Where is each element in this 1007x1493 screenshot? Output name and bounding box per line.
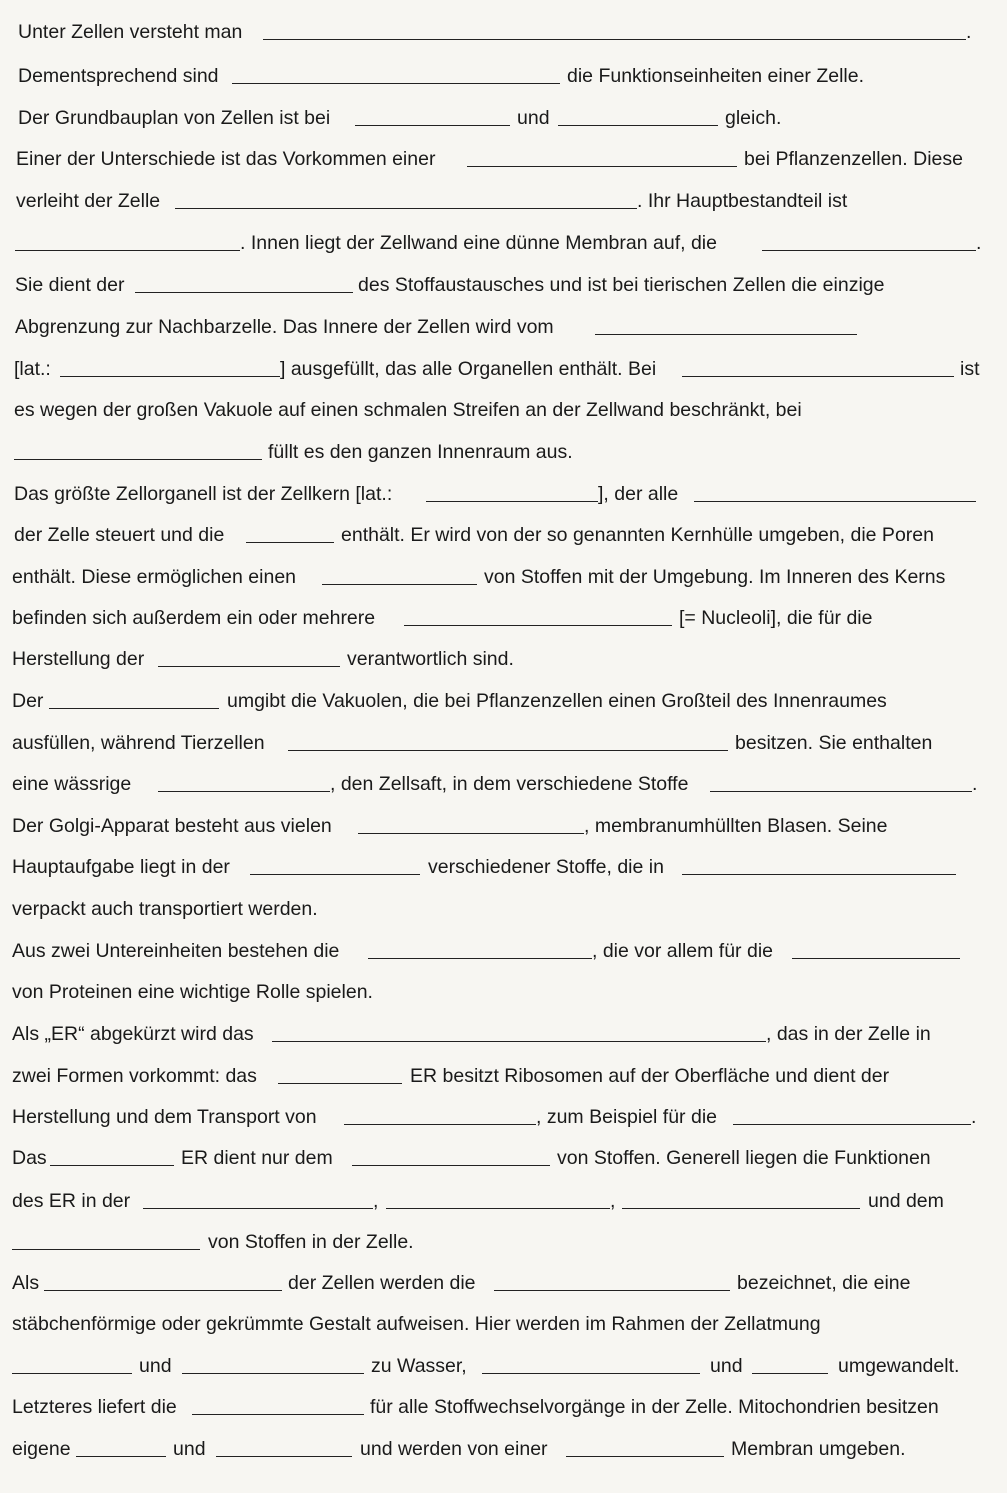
worksheet-line-16	[0, 644, 1007, 674]
text-segment: bei Pflanzenzellen. Diese	[744, 148, 963, 170]
text-segment: und werden von einer	[360, 1438, 548, 1460]
text-segment: Membran umgeben.	[731, 1438, 906, 1460]
text-segment: ], der alle	[598, 483, 679, 505]
text-segment: [lat.:	[14, 358, 51, 380]
worksheet-line-17	[0, 686, 1007, 716]
text-segment: Letzteres liefert die	[12, 1396, 177, 1418]
text-segment: , zum Beispiel für die	[536, 1106, 717, 1128]
answer-blank[interactable]	[182, 1373, 364, 1374]
worksheet-line-9	[0, 354, 1007, 384]
answer-blank[interactable]	[263, 39, 966, 40]
answer-blank[interactable]	[762, 250, 976, 251]
worksheet-line-28	[0, 1143, 1007, 1173]
text-segment: zu Wasser,	[371, 1355, 467, 1377]
answer-blank[interactable]	[76, 1456, 166, 1457]
text-segment: Als „ER“ abgekürzt wird das	[12, 1023, 254, 1045]
answer-blank[interactable]	[158, 666, 340, 667]
text-segment: die Funktionseinheiten einer Zelle.	[567, 65, 865, 87]
text-segment: ] ausgefüllt, das alle Organellen enthält. Bei	[280, 358, 657, 380]
text-segment: eigene	[12, 1438, 71, 1460]
text-segment: von Proteinen eine wichtige Rolle spielen.	[12, 981, 373, 1003]
worksheet-line-2	[0, 61, 1007, 91]
answer-blank[interactable]	[143, 1208, 373, 1209]
text-segment: Unter Zellen versteht man	[18, 21, 243, 43]
text-segment: Dementsprechend sind	[18, 65, 219, 87]
text-segment: gleich.	[725, 107, 782, 129]
answer-blank[interactable]	[682, 376, 954, 377]
answer-blank[interactable]	[344, 1124, 536, 1125]
worksheet-line-15	[0, 603, 1007, 633]
text-segment: von Stoffen mit der Umgebung. Im Inneren des Kerns	[484, 566, 946, 588]
answer-blank[interactable]	[250, 874, 420, 875]
text-segment: es wegen der großen Vakuole auf einen schmalen Streifen an der Zellwand beschränkt, bei	[14, 399, 802, 421]
worksheet-line-34	[0, 1392, 1007, 1422]
text-segment: Abgrenzung zur Nachbarzelle. Das Innere der Zellen wird vom	[15, 316, 554, 338]
text-segment: des Stoffaustausches und ist bei tierischen Zellen die einzige	[358, 274, 885, 296]
text-segment: Sie dient der	[15, 274, 125, 296]
answer-blank[interactable]	[386, 1208, 610, 1209]
answer-blank[interactable]	[322, 584, 477, 585]
text-segment: des ER in der	[12, 1190, 131, 1212]
answer-blank[interactable]	[216, 1456, 352, 1457]
worksheet-line-19	[0, 769, 1007, 799]
text-segment: enthält. Er wird von der so genannten Kernhülle umgeben, die Poren	[341, 524, 934, 546]
answer-blank[interactable]	[135, 292, 353, 293]
answer-blank[interactable]	[595, 334, 857, 335]
worksheet-line-31	[0, 1268, 1007, 1298]
answer-blank[interactable]	[158, 791, 330, 792]
worksheet-line-35	[0, 1434, 1007, 1464]
text-segment: ist	[960, 358, 980, 380]
worksheet-line-22	[0, 894, 1007, 924]
text-segment: Das	[12, 1147, 47, 1169]
answer-blank[interactable]	[49, 708, 219, 709]
text-segment: ER dient nur dem	[181, 1147, 333, 1169]
answer-blank[interactable]	[752, 1373, 828, 1374]
worksheet-line-3	[0, 103, 1007, 133]
text-segment: [= Nucleoli], die für die	[679, 607, 873, 629]
answer-blank[interactable]	[404, 625, 672, 626]
text-segment: Der Grundbauplan von Zellen ist bei	[18, 107, 331, 129]
answer-blank[interactable]	[622, 1208, 860, 1209]
worksheet-line-10	[0, 395, 1007, 425]
answer-blank[interactable]	[272, 1041, 766, 1042]
worksheet-line-25	[0, 1019, 1007, 1049]
worksheet-line-24	[0, 977, 1007, 1007]
answer-blank[interactable]	[14, 459, 262, 460]
text-segment: . Ihr Hauptbestandteil ist	[637, 190, 848, 212]
worksheet-line-23	[0, 936, 1007, 966]
answer-blank[interactable]	[358, 833, 584, 834]
text-segment: . Innen liegt der Zellwand eine dünne Membran auf, die	[240, 232, 717, 254]
text-segment: für alle Stoffwechselvorgänge in der Zelle. Mitochondrien besitzen	[370, 1396, 939, 1418]
answer-blank[interactable]	[232, 83, 560, 84]
answer-blank[interactable]	[175, 208, 637, 209]
answer-blank[interactable]	[494, 1290, 730, 1291]
answer-blank[interactable]	[278, 1083, 402, 1084]
worksheet-line-21	[0, 852, 1007, 882]
answer-blank[interactable]	[12, 1373, 132, 1374]
answer-blank[interactable]	[482, 1373, 700, 1374]
worksheet-line-18	[0, 728, 1007, 758]
answer-blank[interactable]	[426, 501, 598, 502]
answer-blank[interactable]	[694, 501, 976, 502]
text-segment: umgewandelt.	[838, 1355, 960, 1377]
text-segment: , das in der Zelle in	[766, 1023, 931, 1045]
answer-blank[interactable]	[50, 1165, 174, 1166]
answer-blank[interactable]	[733, 1124, 971, 1125]
text-segment: , die vor allem für die	[592, 940, 773, 962]
worksheet-line-14	[0, 562, 1007, 592]
worksheet-line-8	[0, 312, 1007, 342]
worksheet-line-5	[0, 186, 1007, 216]
text-segment: zwei Formen vorkommt: das	[12, 1065, 257, 1087]
worksheet-line-32	[0, 1309, 1007, 1339]
worksheet-line-27	[0, 1102, 1007, 1132]
worksheet-line-29	[0, 1186, 1007, 1216]
worksheet-line-7	[0, 270, 1007, 300]
text-segment: stäbchenförmige oder gekrümmte Gestalt aufweisen. Hier werden im Rahmen der Zellatmung	[12, 1313, 821, 1335]
text-segment: verschiedener Stoffe, die in	[428, 856, 664, 878]
worksheet-line-33	[0, 1351, 1007, 1381]
text-segment: ,	[373, 1190, 379, 1212]
answer-blank[interactable]	[246, 542, 334, 543]
worksheet-line-6	[0, 228, 1007, 258]
text-segment: Herstellung und dem Transport von	[12, 1106, 317, 1128]
answer-blank[interactable]	[60, 376, 280, 377]
text-segment: der Zellen werden die	[288, 1272, 476, 1294]
text-segment: Herstellung der	[12, 648, 145, 670]
text-segment: , membranumhüllten Blasen. Seine	[584, 815, 888, 837]
answer-blank[interactable]	[44, 1290, 282, 1291]
answer-blank[interactable]	[15, 250, 240, 251]
text-segment: und	[173, 1438, 206, 1460]
worksheet-line-30	[0, 1227, 1007, 1257]
answer-blank[interactable]	[792, 958, 960, 959]
text-segment: befinden sich außerdem ein oder mehrere	[12, 607, 376, 629]
text-segment: füllt es den ganzen Innenraum aus.	[268, 441, 573, 463]
text-segment: verantwortlich sind.	[347, 648, 514, 670]
answer-blank[interactable]	[566, 1456, 724, 1457]
text-segment: Der	[12, 690, 44, 712]
worksheet-line-4	[0, 144, 1007, 174]
answer-blank[interactable]	[558, 125, 718, 126]
text-segment: Aus zwei Untereinheiten bestehen die	[12, 940, 340, 962]
text-segment: von Stoffen. Generell liegen die Funktionen	[557, 1147, 931, 1169]
worksheet-line-13	[0, 520, 1007, 550]
answer-blank[interactable]	[352, 1165, 550, 1166]
worksheet-line-20	[0, 811, 1007, 841]
answer-blank[interactable]	[467, 166, 737, 167]
answer-blank[interactable]	[192, 1414, 364, 1415]
answer-blank[interactable]	[682, 874, 956, 875]
worksheet-line-12	[0, 479, 1007, 509]
text-segment: bezeichnet, die eine	[737, 1272, 911, 1294]
worksheet-line-26	[0, 1061, 1007, 1091]
text-segment: ,	[610, 1190, 616, 1212]
text-segment: .	[972, 773, 978, 795]
text-segment: .	[976, 232, 982, 254]
text-segment: umgibt die Vakuolen, die bei Pflanzenzellen einen Großteil des Innenraumes	[227, 690, 887, 712]
text-segment: verpackt auch transportiert werden.	[12, 898, 318, 920]
text-segment: Hauptaufgabe liegt in der	[12, 856, 230, 878]
text-segment: und	[710, 1355, 743, 1377]
answer-blank[interactable]	[368, 958, 592, 959]
text-segment: .	[966, 21, 972, 43]
answer-blank[interactable]	[12, 1249, 200, 1250]
worksheet-line-1	[0, 17, 1007, 47]
text-segment: der Zelle steuert und die	[14, 524, 225, 546]
answer-blank[interactable]	[288, 750, 728, 751]
text-segment: Einer der Unterschiede ist das Vorkommen einer	[16, 148, 436, 170]
text-segment: Der Golgi-Apparat besteht aus vielen	[12, 815, 332, 837]
text-segment: , den Zellsaft, in dem verschiedene Stoffe	[330, 773, 689, 795]
text-segment: eine wässrige	[12, 773, 132, 795]
worksheet-line-11	[0, 437, 1007, 467]
text-segment: .	[971, 1106, 977, 1128]
text-segment: und	[517, 107, 550, 129]
text-segment: und dem	[868, 1190, 944, 1212]
text-segment: Das größte Zellorganell ist der Zellkern [lat.:	[14, 483, 393, 505]
text-segment: besitzen. Sie enthalten	[735, 732, 933, 754]
answer-blank[interactable]	[710, 791, 972, 792]
text-segment: verleiht der Zelle	[16, 190, 161, 212]
text-segment: enthält. Diese ermöglichen einen	[12, 566, 297, 588]
text-segment: ER besitzt Ribosomen auf der Oberfläche und dient der	[410, 1065, 890, 1087]
text-segment: ausfüllen, während Tierzellen	[12, 732, 265, 754]
text-segment: Als	[12, 1272, 40, 1294]
text-segment: von Stoffen in der Zelle.	[208, 1231, 414, 1253]
text-segment: und	[139, 1355, 172, 1377]
answer-blank[interactable]	[355, 125, 510, 126]
